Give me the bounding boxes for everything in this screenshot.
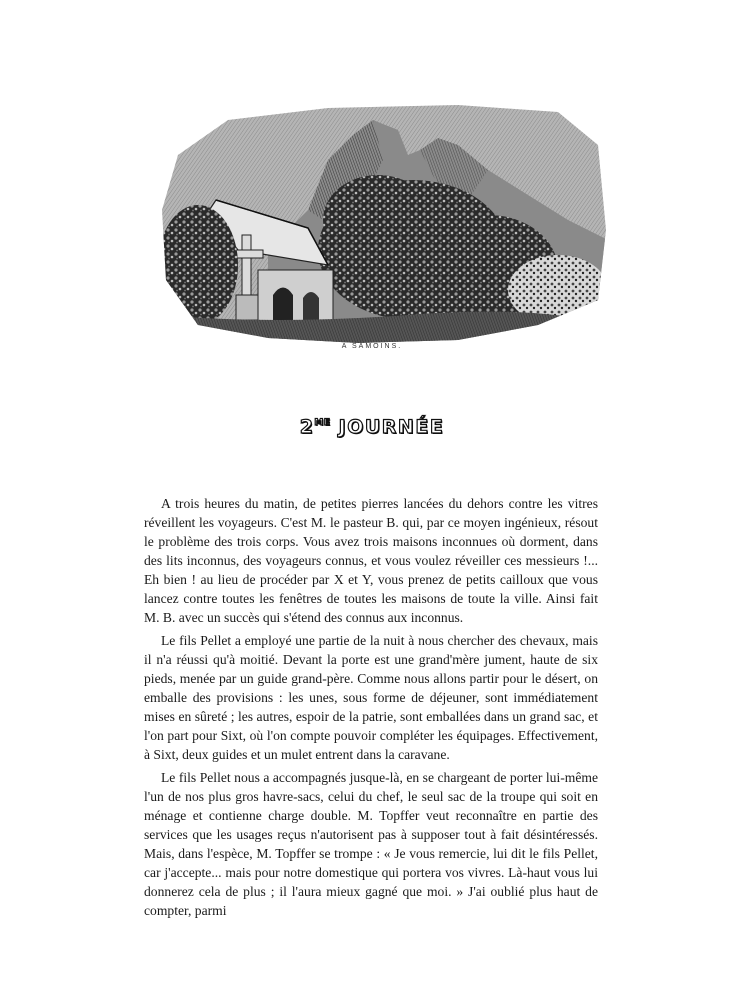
body-text <box>144 494 598 920</box>
illustration-caption: A SAMOINS. <box>341 343 403 350</box>
chapter-number: 2 <box>299 416 315 438</box>
paragraph-1: A trois heures du matin, de petites pierres lancées du dehors contre les vitres réveillent les voyageurs. C'est M. le pasteur B. qui, par ce moyen ingénieux, résout le problème des trois corps. Vous avez trois maisons inconnues où dorment, dans des lits inconnus, des voyageurs connus, et vous voulez réveiller ces messieurs !... Eh bien ! au lieu de procéder par X et Y, vous prenez de petits cailloux que vous lancez contre toutes les fenêtres de toutes les maisons de toute la ville. Ainsi fait M. B. avec un succès qui s'étend des connus aux inconnus. <box>144 496 598 625</box>
paragraph-2: Le fils Pellet a employé une partie de la nuit à nous chercher des chevaux, mais il n'a réussi qu'à moitié. Devant la porte est une grand'mère jument, haute de six pieds, menée par un guide grand-père. Comme nous allons partir pour le désert, on emballe des provisions : les unes, sous forme de déjeuner, sont immédiatement mises en sûreté ; les autres, espoir de la patrie, sont emballées dans un grand sac, et l'on part pour Sixt, où l'on compte pouvoir compléter les équipages. Effectivement, à Sixt, deux guides et un mulet entrent dans la caravane. <box>144 633 598 762</box>
chapter-heading <box>0 416 744 438</box>
chapter-number-suffix: ME <box>314 418 331 428</box>
paragraph-3: Le fils Pellet nous a accompagnés jusque-là, en se chargeant de porter lui-même l'un de nos plus gros havre-sacs, celui du chef, le seul sac de la troupe qui soit en ménage et contienne charge double. M. Topffer veut reconnaître en partie des services que les usages reçus n'autorisent pas à supposer tout à fait désintéressés. Mais, dans l'espèce, M. Topffer se trompe : « Je vous remercie, lui dit le fils Pellet, car j'accepte... mais pour notre domestique qui portera vos vivres. Là-haut vous lui donnerez cela de plus ; il l'aura mieux gagné que moi. » J'ai oublié plus haut de compter, parmi <box>144 770 598 918</box>
engraving-illustration <box>158 100 608 345</box>
chapter-title-text: JOURNÉE <box>338 416 445 438</box>
engraving-image <box>158 100 608 345</box>
